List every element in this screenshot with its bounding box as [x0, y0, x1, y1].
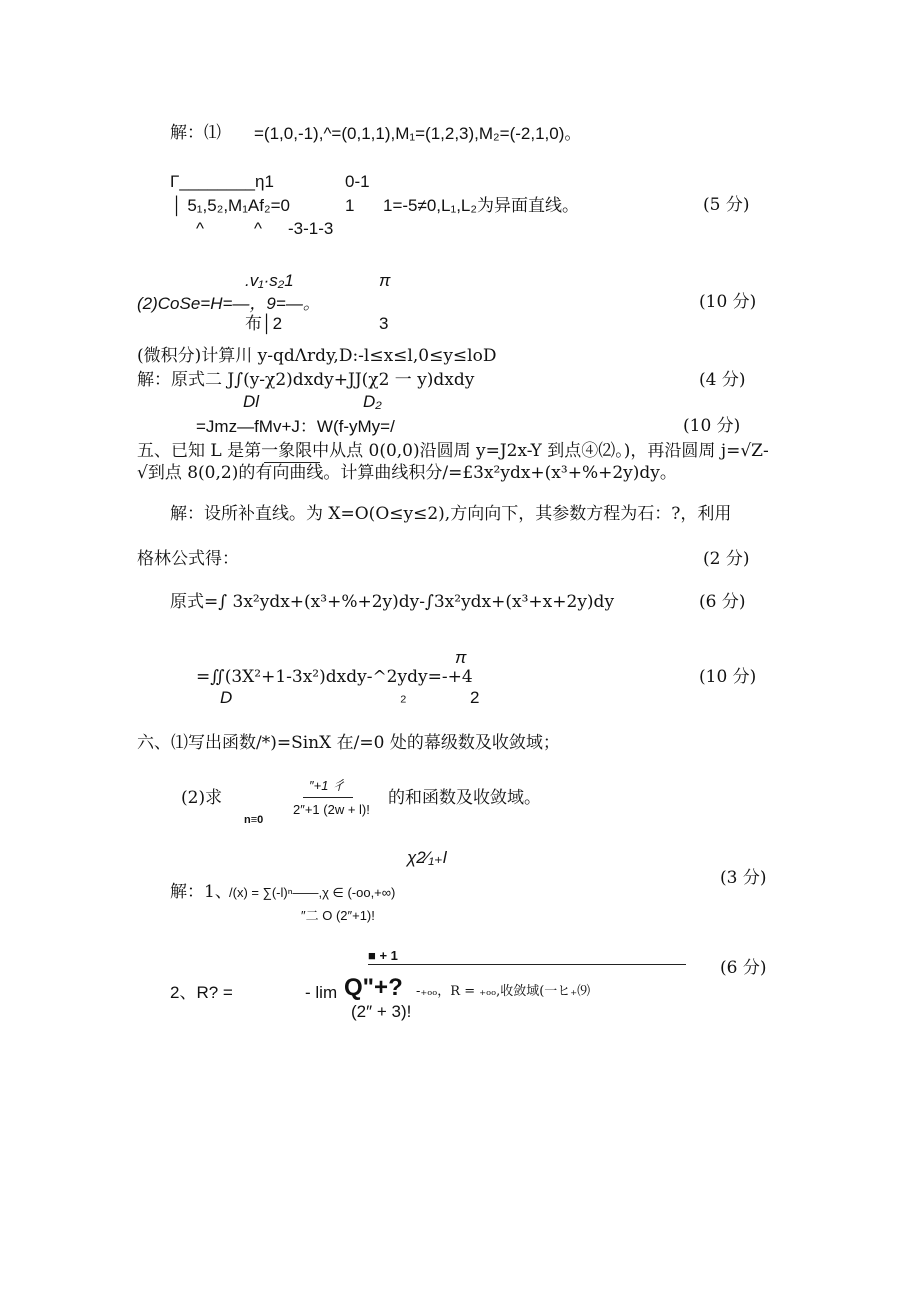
det-bot-a: ^ — [196, 219, 204, 238]
det-top-left: Γ________η1 — [170, 172, 274, 191]
score-3: (3 分) — [720, 868, 767, 888]
sec6-p2-text: 的和函数及收敛域。 — [388, 788, 541, 808]
sec5-sub-two: ₂ — [400, 686, 407, 705]
det-mid-left: │ 5₁,5₂,M₁Af₂=0 — [172, 196, 290, 215]
p2-den-right: 3 — [379, 314, 389, 333]
score-10b: (10 分) — [683, 416, 741, 436]
sec6-s2-big: Q"+? — [344, 974, 403, 1001]
sec5-original: 原式=∫ 3x²ydx+(x³+%+2y)dy-∫3x²ydx+(x³+x+2y)dy — [170, 592, 615, 612]
det-mid-conclusion: 1=-5≠0,L₁,L₂为异面直线。 — [383, 196, 579, 215]
score-10a: (10 分) — [699, 292, 757, 312]
sec5-problem-line1: 五、已知 L 是第一象限中从点 0(0,0)沿圆周 y=J2x-Y 到点④⑵。)，再沿圆周 j=√Z- — [137, 441, 769, 461]
sec5-problem-line2: √到点 8(0,2)的有向曲线。计算曲线积分/=£3x²ydx+(x³+%+2y)dy。 — [137, 463, 677, 483]
calc-d1: Dl — [243, 392, 260, 411]
sec6-p2-fraction-bar — [303, 797, 353, 798]
sec6-p2-denominator: 2″+1 (2w + l)! — [293, 802, 370, 817]
sec5-two: 2 — [470, 688, 480, 707]
p2-pi: π — [379, 271, 391, 290]
p2-numerator: .v₁·s₂1 — [245, 271, 294, 290]
sec6-p2-label: (2)求 — [181, 788, 223, 808]
score-4: (4 分) — [699, 370, 746, 390]
sec5-solution-line2: 格林公式得： — [137, 549, 239, 569]
sec6-s1-sub: ″二 O (2″+1)! — [301, 908, 375, 923]
sec6-p2-numerator: ″+1 彳 — [309, 778, 346, 793]
det-bot-b: ^ — [254, 219, 262, 238]
score-10c: (10 分) — [699, 667, 757, 687]
sec6-s2-numerator: ■ + 1 — [368, 948, 398, 963]
p1-intro: 解：⑴ — [170, 123, 221, 143]
sec6-s2-denominator: (2″ + 3)! — [351, 1002, 412, 1021]
calc-d2: D₂ — [363, 392, 382, 411]
sec6-problem1: 六、⑴写出函数/*)=SinX 在/=0 处的幕级数及收敛域； — [137, 733, 560, 753]
calc-solution: 解：原式二 J∫(y-χ2)dxdy+JJ(χ2 一 y)dxdy — [137, 370, 475, 390]
sec6-s2-tail: -₊ₒₒ，R = ₊ₒₒ,收敛域(一ヒ₊⑼ — [416, 984, 591, 999]
det-bot-c: -3-1-3 — [288, 219, 334, 238]
sec6-s2-fraction-bar — [368, 964, 686, 965]
score-6b: (6 分) — [720, 958, 767, 978]
calc-result: =Jmz—fMv+J：W(f-yMy=/ — [196, 417, 395, 436]
sec6-p2-index: n≡0 — [244, 814, 264, 826]
score-5: (5 分) — [703, 195, 750, 215]
sec6-s2-label: 2、R? = — [170, 983, 233, 1002]
sec6-s2-lim: - lim — [305, 983, 338, 1002]
score-6a: (6 分) — [699, 592, 746, 612]
det-mid-one: 1 — [345, 196, 355, 215]
sec6-s1-formula: /(x) = ∑(-l)ⁿ——,χ ∈ (-oo,+∞) — [229, 885, 396, 900]
sec6-s1-top: χ2⁄₁₊l — [407, 848, 447, 867]
score-2: (2 分) — [703, 549, 750, 569]
sec5-green-formula: =∬(3X²+1-3x²)dxdy-^2ydy=-+4 — [196, 667, 473, 687]
sec5-solution-line1: 解：设所补直线。为 X=O(O≤y≤2),方向向下，其参数方程为石：?，利用 — [170, 504, 732, 524]
p2-den-left: 布│2 — [245, 314, 283, 333]
sec5-pi: π — [455, 648, 467, 667]
sec6-s1-label: 解：1、 — [170, 882, 232, 902]
p1-vectors: =(1,0,-1),^=(0,1,1),M₁=(1,2,3),M₂=(-2,1,0)。 — [254, 124, 582, 143]
det-top-right: 0-1 — [345, 172, 370, 191]
p2-main: (2)CoSe=H=—，9=—。 — [137, 294, 320, 313]
calc-problem: (微积分)计算川 y-qdΛrdy,D:-l≤x≤l,0≤y≤loD — [137, 346, 497, 366]
sec5-d-label: D — [220, 688, 233, 707]
